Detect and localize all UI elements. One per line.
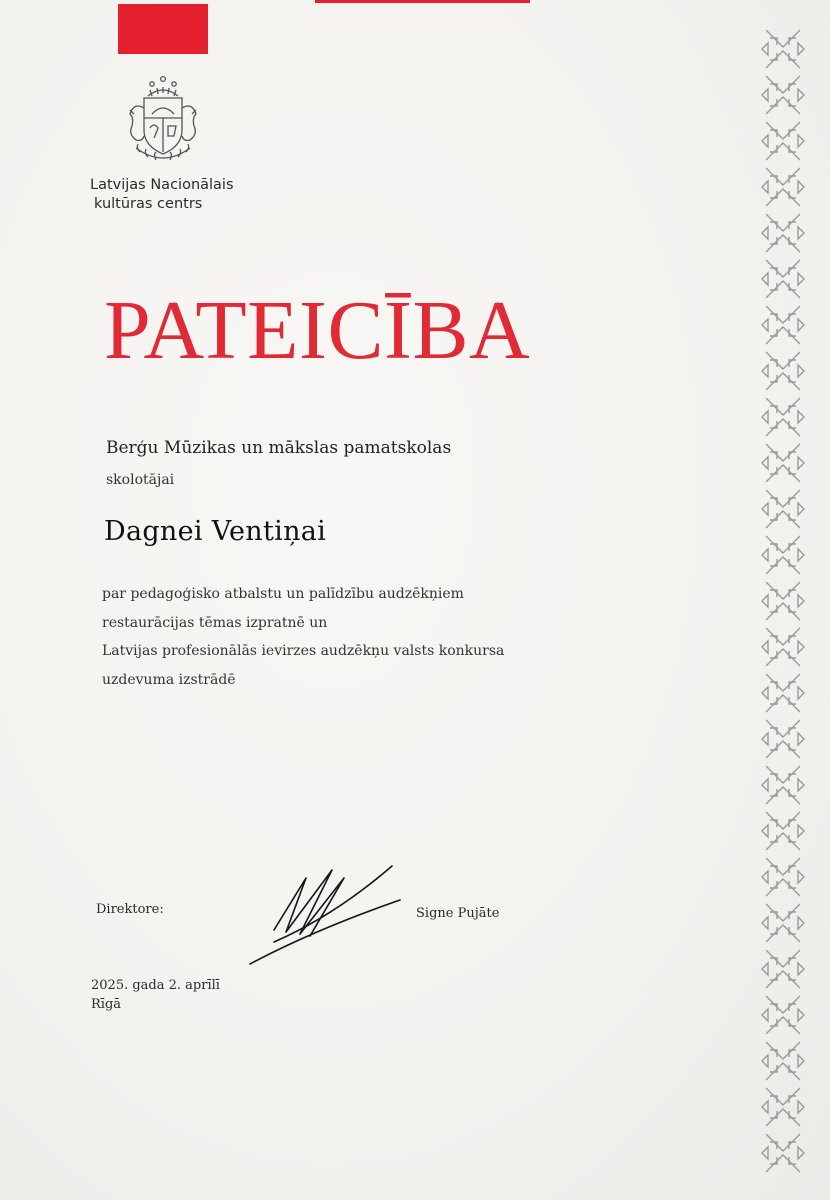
- organization-name: [90, 176, 290, 214]
- institution-text: Berģu Mūzikas un mākslas pamatskolas: [106, 438, 452, 458]
- reason-line: uzdevuma izstrādē: [102, 671, 236, 688]
- reason-line: restaurācijas tēmas izpratnē un: [102, 614, 328, 631]
- signer-name: Signe Pujāte: [416, 906, 500, 921]
- position-text: skolotājai: [106, 472, 175, 488]
- coat-of-arms-icon: [114, 74, 212, 170]
- organization-line-2: kultūras centrs: [94, 196, 203, 212]
- handwritten-signature: [244, 860, 414, 970]
- ornament-border: [760, 26, 806, 1176]
- issue-place: Rīgā: [91, 997, 122, 1012]
- recipient-name: Dagnei Ventiņai: [104, 516, 327, 547]
- issue-date: 2025. gada 2. aprīlī: [91, 978, 220, 993]
- certificate-title: PATEICĪBA: [104, 284, 531, 377]
- signer-role-label: Direktore:: [96, 902, 164, 917]
- organization-line-1: Latvijas Nacionālais: [90, 177, 234, 193]
- date-place: [91, 976, 220, 1014]
- red-accent-block: [118, 4, 208, 54]
- red-accent-line: [315, 0, 530, 3]
- reason-line: Latvijas profesionālās ievirzes audzēkņu valsts konkursa: [102, 643, 505, 659]
- reason-line: par pedagoģisko atbalstu un palīdzību audzēkņiem: [102, 586, 464, 602]
- reason-text: [102, 580, 504, 694]
